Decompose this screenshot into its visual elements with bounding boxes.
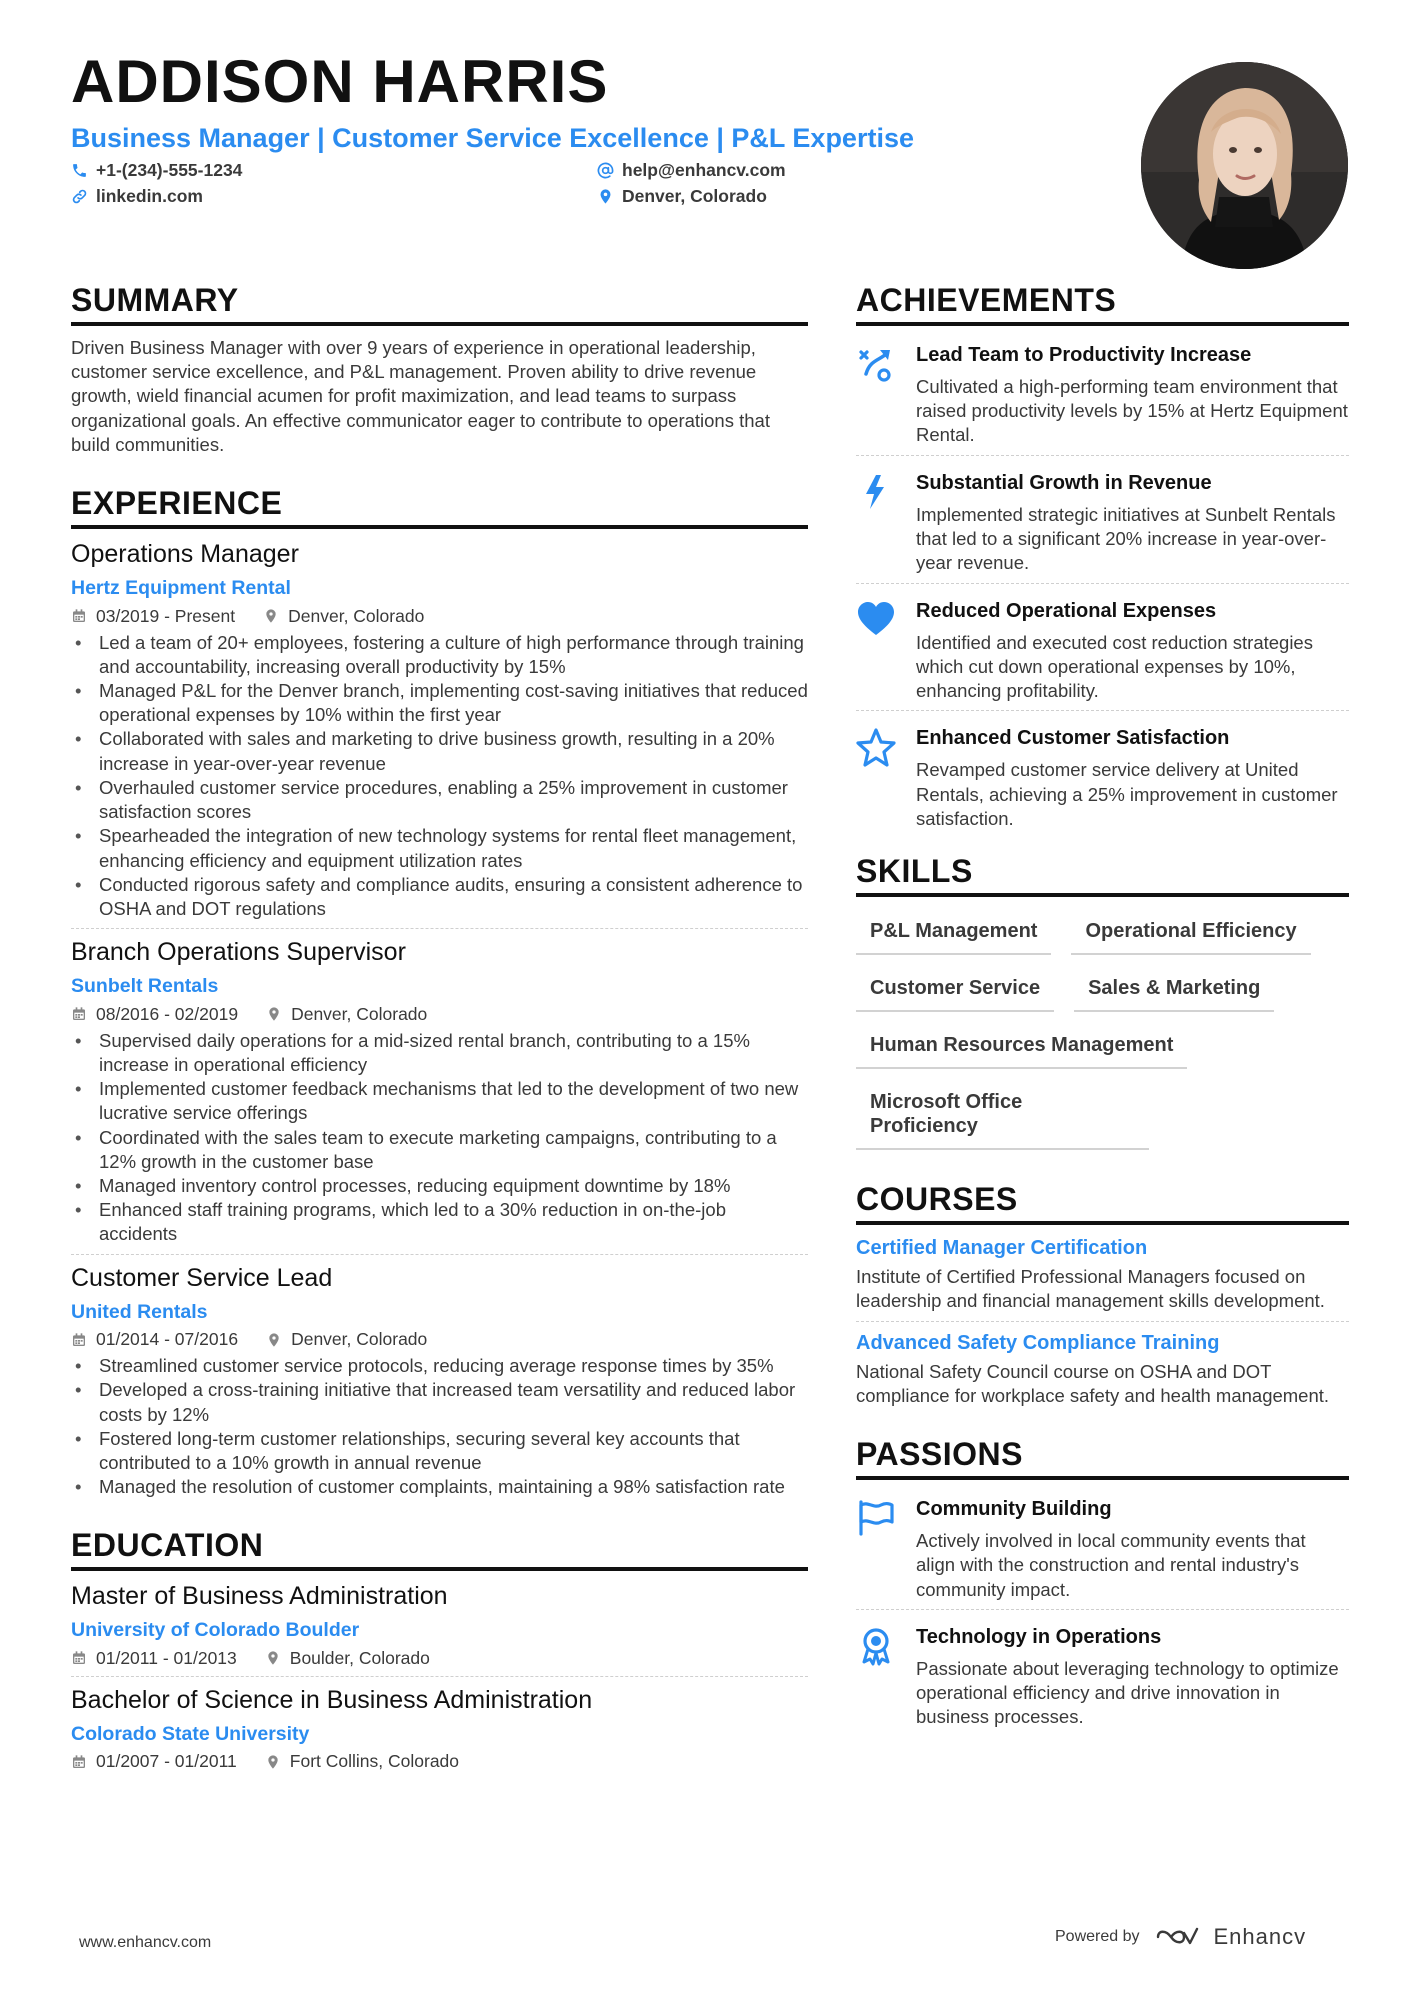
- achievement-item: [856, 336, 1349, 448]
- education-dates-text: 01/2011 - 01/2013: [96, 1647, 237, 1668]
- divider: [856, 455, 1349, 456]
- experience-entry: [71, 1263, 808, 1500]
- job-dates-text: 01/2014 - 07/2016: [96, 1329, 239, 1350]
- calendar-icon: [71, 1754, 87, 1770]
- job-location-text: Denver, Colorado: [291, 1003, 428, 1024]
- location-pin-icon: [265, 1650, 281, 1666]
- achievement-item: [856, 464, 1349, 576]
- skill-tag: Microsoft Office Proficiency: [856, 1078, 1149, 1150]
- contact-linkedin[interactable]: [71, 186, 203, 207]
- job-dates-text: 08/2016 - 02/2019: [96, 1003, 239, 1024]
- star-icon: [856, 727, 896, 767]
- education-location-text: Boulder, Colorado: [289, 1647, 430, 1668]
- job-bullets: [71, 1354, 808, 1499]
- contact-phone: [71, 160, 242, 181]
- achievements-heading: ACHIEVEMENTS: [856, 282, 1349, 326]
- course-title: Certified Manager Certification: [856, 1236, 1148, 1259]
- job-dates: [71, 606, 235, 627]
- strategy-arrow-icon: [856, 344, 896, 384]
- achievement-item: [856, 592, 1349, 704]
- experience-entry: [71, 539, 808, 921]
- link-icon: [71, 188, 88, 205]
- bullet-item: • Implemented customer feedback mechanisms that led to the development of two new lucrative service offerings: [71, 1077, 808, 1125]
- bullet-item: • Collaborated with sales and marketing to drive business growth, resulting in a 20% increase in year-over-year revenue: [71, 727, 808, 775]
- education-entry: [71, 1685, 808, 1773]
- left-column: [71, 282, 808, 1776]
- experience-entry: [71, 937, 808, 1246]
- job-meta: [71, 1004, 808, 1025]
- at-sign-icon: [597, 162, 614, 179]
- job-dates-text: 03/2019 - Present: [96, 605, 236, 626]
- passions-heading: PASSIONS: [856, 1436, 1349, 1480]
- location-pin-icon: [265, 1754, 281, 1770]
- achievement-title: Substantial Growth in Revenue: [916, 471, 1212, 494]
- job-dates: [71, 1329, 238, 1350]
- candidate-title: Business Manager | Customer Service Excellence | P&L Expertise: [71, 123, 914, 153]
- divider: [71, 928, 808, 929]
- calendar-icon: [71, 1650, 87, 1666]
- bullet-item: • Managed P&L for the Denver branch, implementing cost-saving initiatives that reduced operational expenses by 10% within the first year: [71, 679, 808, 727]
- achievement-text: Identified and executed cost reduction strategies which cut down operational expenses by 10%, enhancing profitability.: [916, 631, 1313, 702]
- job-location: [263, 606, 424, 627]
- flag-icon: [856, 1498, 896, 1538]
- job-meta: [71, 1329, 808, 1350]
- divider: [71, 1254, 808, 1255]
- passion-text: Actively involved in local community events that align with the construction and rental industry's community impact.: [916, 1529, 1306, 1600]
- skill-tag: Human Resources Management: [856, 1021, 1187, 1069]
- right-column: [856, 282, 1349, 1730]
- calendar-icon: [71, 1006, 87, 1022]
- course-title: Advanced Safety Compliance Training: [856, 1331, 1220, 1354]
- job-bullets: [71, 631, 808, 921]
- brand-name: Enhancv: [1213, 1924, 1307, 1949]
- school: Colorado State University: [71, 1722, 310, 1745]
- footer-branding: [1055, 1924, 1306, 1950]
- education-heading: EDUCATION: [71, 1527, 808, 1571]
- job-company: United Rentals: [71, 1300, 208, 1323]
- education-location-text: Fort Collins, Colorado: [289, 1751, 460, 1772]
- passion-item: [856, 1490, 1349, 1602]
- job-meta: [71, 606, 808, 627]
- passions-section: [856, 1436, 1349, 1730]
- calendar-icon: [71, 1332, 87, 1348]
- job-company: Hertz Equipment Rental: [71, 577, 291, 600]
- bullet-item: • Developed a cross-training initiative that increased team versatility and reduced labor costs by 12%: [71, 1378, 808, 1426]
- location-pin-icon: [597, 188, 614, 205]
- skills-heading: SKILLS: [856, 853, 1349, 897]
- passion-title: Community Building: [916, 1497, 1112, 1520]
- calendar-icon: [71, 608, 87, 624]
- divider: [856, 1321, 1349, 1322]
- courses-heading: COURSES: [856, 1181, 1349, 1225]
- skill-tag: Operational Efficiency: [1071, 907, 1310, 955]
- location-text: Denver, Colorado: [622, 186, 767, 206]
- job-location: [266, 1004, 427, 1025]
- skills-list: [856, 907, 1349, 1159]
- achievements-section: [856, 282, 1349, 831]
- education-meta: [71, 1648, 808, 1669]
- location-pin-icon: [266, 1006, 282, 1022]
- achievement-text: Cultivated a high-performing team environment that raised productivity levels by 15% at Hertz Equipment Rental.: [916, 375, 1348, 446]
- passion-title: Technology in Operations: [916, 1625, 1162, 1648]
- job-location: [266, 1329, 427, 1350]
- experience-heading: EXPERIENCE: [71, 485, 808, 529]
- bullet-item: • Managed inventory control processes, reducing equipment downtime by 18%: [71, 1174, 808, 1198]
- job-location-text: Denver, Colorado: [288, 605, 425, 626]
- courses-section: [856, 1181, 1349, 1408]
- achievement-item: [856, 719, 1349, 831]
- job-company: Sunbelt Rentals: [71, 975, 219, 998]
- education-dates: [71, 1751, 237, 1772]
- experience-section: [71, 485, 808, 1499]
- education-location: [265, 1648, 430, 1669]
- course-item: [856, 1235, 1349, 1314]
- bullet-item: • Supervised daily operations for a mid-sized rental branch, contributing to a 15% increase in operational efficiency: [71, 1029, 808, 1077]
- email-text[interactable]: help@enhancv.com: [622, 160, 786, 180]
- contact-location: [597, 186, 767, 207]
- heart-icon: [856, 600, 896, 640]
- degree: Master of Business Administration: [71, 1582, 448, 1611]
- degree: Bachelor of Science in Business Administration: [71, 1685, 593, 1714]
- education-section: [71, 1527, 808, 1772]
- phone-text: +1-(234)-555-1234: [96, 160, 243, 180]
- lightning-bolt-icon: [856, 472, 896, 512]
- location-pin-icon: [263, 608, 279, 624]
- skill-tag: P&L Management: [856, 907, 1051, 955]
- passion-text: Passionate about leveraging technology to optimize operational efficiency and drive innovation in business processes.: [916, 1657, 1339, 1728]
- job-location-text: Denver, Colorado: [291, 1329, 428, 1350]
- skills-section: [856, 853, 1349, 1159]
- job-dates: [71, 1004, 238, 1025]
- education-dates: [71, 1648, 237, 1669]
- phone-icon: [71, 162, 88, 179]
- divider: [856, 583, 1349, 584]
- summary-text: Driven Business Manager with over 9 years of experience in operational leadership, customer service excellence, and P&L management. Proven ability to drive revenue growth, wield financial acumen for profit maximization, and lead teams to surpass organizational goals. An effective communicator eager to contribute to operations that build communities.: [71, 336, 770, 455]
- achievement-title: Reduced Operational Expenses: [916, 599, 1217, 622]
- divider: [856, 710, 1349, 711]
- footer-website[interactable]: www.enhancv.com: [79, 1934, 212, 1951]
- bullet-item: • Enhanced staff training programs, which led to a 30% reduction in on-the-job accidents: [71, 1198, 808, 1246]
- job-role: Operations Manager: [71, 540, 299, 569]
- linkedin-text[interactable]: linkedin.com: [96, 186, 203, 206]
- bullet-item: • Overhauled customer service procedures, enabling a 25% improvement in customer satisfaction scores: [71, 776, 808, 824]
- bullet-item: • Spearheaded the integration of new technology systems for rental fleet management, enhancing efficiency and equipment utilization rates: [71, 824, 808, 872]
- contact-email[interactable]: [597, 160, 786, 181]
- education-meta: [71, 1751, 808, 1772]
- divider: [856, 1609, 1349, 1610]
- achievement-text: Revamped customer service delivery at United Rentals, achieving a 25% improvement in customer satisfaction.: [916, 759, 1338, 830]
- award-ribbon-icon: [856, 1626, 896, 1666]
- achievement-text: Implemented strategic initiatives at Sunbelt Rentals that led to a significant 20% increase in year-over-year revenue.: [916, 503, 1336, 574]
- skill-tag: Customer Service: [856, 964, 1054, 1012]
- job-role: Branch Operations Supervisor: [71, 938, 406, 967]
- skill-tag: Sales & Marketing: [1074, 964, 1274, 1012]
- bullet-item: • Coordinated with the sales team to execute marketing campaigns, contributing to a 12% growth in the customer base: [71, 1126, 808, 1174]
- achievement-title: Lead Team to Productivity Increase: [916, 343, 1252, 366]
- divider: [71, 1676, 808, 1677]
- bullet-item: • Streamlined customer service protocols, reducing average response times by 35%: [71, 1354, 808, 1378]
- passion-item: [856, 1618, 1349, 1730]
- job-role: Customer Service Lead: [71, 1263, 333, 1292]
- candidate-name: ADDISON HARRIS: [71, 48, 609, 115]
- education-location: [265, 1751, 459, 1772]
- course-text: National Safety Council course on OSHA and DOT compliance for workplace safety and health management.: [856, 1360, 1330, 1406]
- location-pin-icon: [266, 1332, 282, 1348]
- bullet-item: • Led a team of 20+ employees, fostering a culture of high performance through training and accountability, increasing overall productivity by 15%: [71, 631, 808, 679]
- summary-heading: SUMMARY: [71, 282, 808, 326]
- profile-photo: [1141, 62, 1348, 269]
- course-text: Institute of Certified Professional Managers focused on leadership and financial management skills development.: [856, 1265, 1325, 1312]
- education-dates-text: 01/2007 - 01/2011: [96, 1751, 237, 1772]
- enhancv-logo-icon: [1154, 1925, 1200, 1949]
- course-item: [856, 1330, 1349, 1409]
- achievement-title: Enhanced Customer Satisfaction: [916, 727, 1230, 750]
- bullet-item: • Conducted rigorous safety and compliance audits, ensuring a consistent adherence to OSHA and DOT regulations: [71, 873, 808, 921]
- bullet-item: • Fostered long-term customer relationships, securing several key accounts that contributed to a 10% growth in annual revenue: [71, 1427, 808, 1475]
- school: University of Colorado Boulder: [71, 1619, 360, 1642]
- education-entry: [71, 1581, 808, 1669]
- summary-section: [71, 282, 808, 457]
- job-bullets: [71, 1029, 808, 1247]
- bullet-item: • Managed the resolution of customer complaints, maintaining a 98% satisfaction rate: [71, 1475, 808, 1499]
- powered-by-label: Powered by: [1055, 1928, 1140, 1945]
